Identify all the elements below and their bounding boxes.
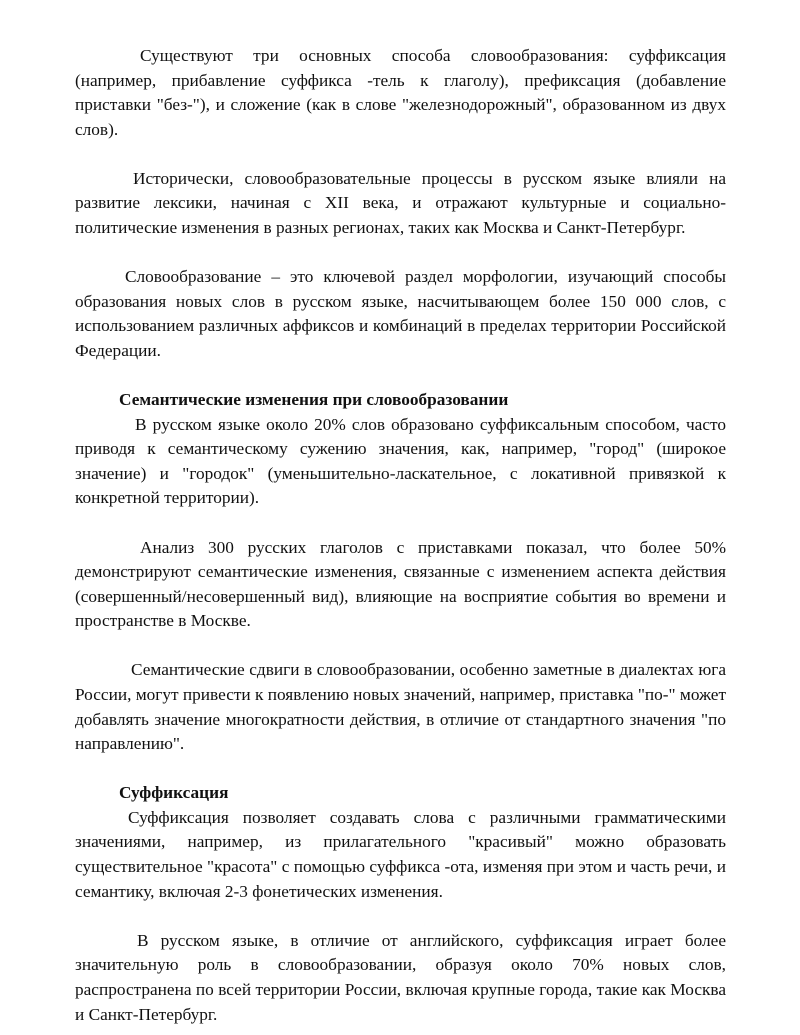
paragraph-semantic-narrowing: В русском языке около 20% слов образовано суффиксальным способом, часто приводя к семантическому сужению значения, как, например, "город" (широкое значение) и "городок" (уменьшительно-ласкательное, с локативной привязкой к конкретной территории). — [75, 414, 726, 508]
paragraph-word-formation-definition: Словообразование – это ключевой раздел морфологии, изучающий способы образования новых слов в русском языке, насчитывающем более 150 000 слов, с использованием различных аффиксов и комбинаций в пределах территории Российской Федерации. — [75, 267, 726, 360]
paragraph-historical-processes: Исторически, словообразовательные процессы в русском языке влияли на развитие лексики, начиная с XII века, и отражают культурные и социально-политические изменения в разных регионах, таких как Москва и Санкт-Петербург. — [75, 168, 726, 238]
section-heading-suffixation: Суффиксация — [119, 783, 229, 803]
paragraph-verb-prefix-analysis: Анализ 300 русских глаголов с приставками показал, что более 50% демонстрируют семантические изменения, связанные с изменением аспекта действия (совершенный/несовершенный вид), влияющие на восприятие события во времени и пространстве в Москве. — [75, 537, 726, 631]
paragraph-dialect-semantic-shifts: Семантические сдвиги в словообразовании, особенно заметные в диалектах юга России, могут привести к появлению новых значений, например, приставка "по-" может добавлять значение многократности действия, в отличие от стандартного значения "по направлению". — [75, 660, 726, 754]
paragraph-word-formation-methods: Существуют три основных способа словообразования: суффиксация (например, прибавление суффикса -тель к глаголу), префиксация (добавление приставки "без-"), и сложение (как в слове "железнодорожный", образованном из двух слов). — [75, 46, 726, 139]
paragraph-suffixation-role: В русском языке, в отличие от английского, суффиксация играет более значительную роль в словообразовании, образуя около 70% новых слов, распространена по всей территории России, включая крупные города, такие как Москва и Санкт-Петербург. — [75, 930, 726, 1024]
paragraph-suffixation-grammar: Суффиксация позволяет создавать слова с различными грамматическими значениями, например, из прилагательного "красивый" можно образовать существительное "красота" с помощью суффикса -ота, изменяя при этом и часть речи, и семантику, включая 2-3 фонетических изменения. — [75, 807, 726, 901]
section-heading-semantic-changes: Семантические изменения при словообразовании — [119, 390, 509, 410]
